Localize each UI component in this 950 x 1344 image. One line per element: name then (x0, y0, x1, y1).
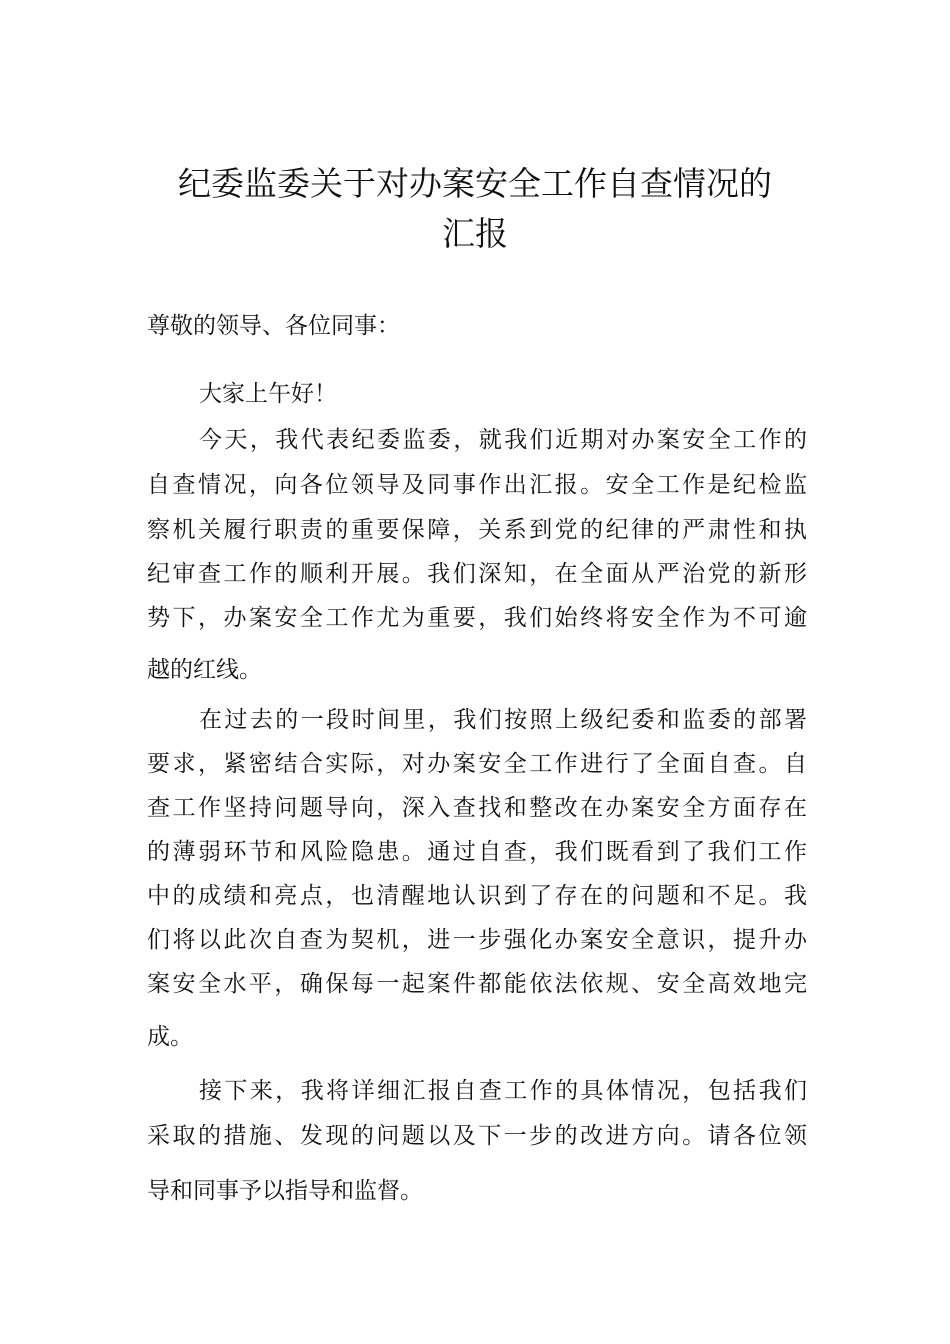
document-title-line-1: 纪委监委关于对办案安全工作自查情况的 (178, 164, 772, 203)
paragraph-1-line-4: 纪审查工作的顺利开展。我们深知，在全面从严治党的新形 (147, 561, 807, 587)
salutation: 尊敬的领导、各位同事： (147, 313, 400, 339)
paragraph-2-line-6: 们将以此次自查为契机，进一步强化办案安全意识，提升办 (147, 927, 807, 953)
paragraph-3-line-1: 接下来，我将详细汇报自查工作的具体情况，包括我们 (199, 1078, 807, 1104)
paragraph-2-line-4: 的薄弱环节和风险隐患。通过自查，我们既看到了我们工作 (147, 839, 807, 865)
paragraph-1-line-6: 越的红线。 (147, 657, 262, 683)
document-title-line-2: 汇报 (442, 214, 508, 253)
paragraph-2-line-5: 中的成绩和亮点，也清醒地认识到了存在的问题和不足。我 (147, 883, 807, 909)
paragraph-3-line-2: 采取的措施、发现的问题以及下一步的改进方向。请各位领 (147, 1123, 807, 1149)
paragraph-3-line-3: 导和同事予以指导和监督。 (147, 1178, 423, 1204)
paragraph-1-line-2: 自查情况，向各位领导及同事作出汇报。安全工作是纪检监 (147, 472, 807, 498)
paragraph-1-line-3: 察机关履行职责的重要保障，关系到党的纪律的严肃性和执 (147, 517, 807, 543)
paragraph-1-line-1: 今天，我代表纪委监委，就我们近期对办案安全工作的 (199, 427, 807, 453)
paragraph-1-line-5: 势下，办案安全工作尤为重要，我们始终将安全作为不可逾 (147, 605, 807, 631)
paragraph-2-line-7: 案安全水平，确保每一起案件都能依法依规、安全高效地完 (147, 971, 807, 997)
paragraph-2-line-8: 成。 (147, 1024, 193, 1050)
paragraph-2-line-3: 查工作坚持问题导向，深入查找和整改在办案安全方面存在 (147, 795, 807, 821)
paragraph-2-line-1: 在过去的一段时间里，我们按照上级纪委和监委的部署 (199, 707, 807, 733)
greeting: 大家上午好！ (199, 381, 337, 407)
paragraph-2-line-2: 要求，紧密结合实际，对办案安全工作进行了全面自查。自 (147, 751, 807, 777)
